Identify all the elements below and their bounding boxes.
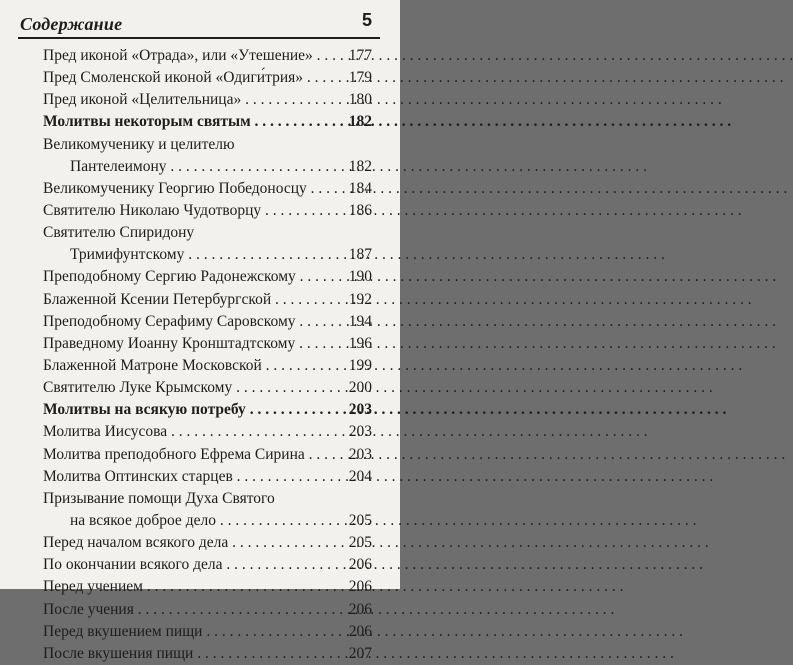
toc-entry-page: 206	[348, 556, 372, 574]
toc-entry-page: 207	[348, 644, 372, 662]
toc-entry-first-line	[43, 134, 372, 156]
toc-entry	[43, 311, 372, 333]
toc-entry-page: 200	[348, 379, 372, 397]
toc-entry-page: 192	[348, 290, 372, 308]
toc-entry	[43, 421, 372, 443]
header-rule	[18, 37, 380, 39]
toc-entry-first-line	[43, 488, 372, 510]
toc-entry	[43, 554, 372, 576]
toc-entry	[43, 377, 372, 399]
toc-entry-title: Преподобному Серафиму Саровскому . . .	[43, 311, 330, 333]
toc-entry-title: Молитва преподобного Ефрема Сирина . . .	[43, 444, 330, 466]
page-header	[18, 6, 380, 40]
toc-entry-title: Пантелеимону . . .	[70, 156, 330, 178]
toc-entry-title: Перед вкушением пищи . . .	[43, 621, 330, 643]
toc-entry-title: Святителю Луке Крымскому . . .	[43, 377, 330, 399]
toc-section-heading	[43, 399, 372, 421]
toc-entry-title: После вкушения пищи . . .	[43, 643, 330, 665]
toc-section-title: Молитвы некоторым святым . . .	[43, 111, 330, 133]
toc-entry-page: 190	[348, 268, 372, 286]
table-of-contents	[43, 45, 372, 665]
toc-entry	[43, 178, 372, 200]
toc-entry-title: Пред Смоленской иконой «Одиги́трия» . . .	[43, 67, 330, 89]
toc-entry	[43, 576, 372, 598]
toc-entry-page: 194	[348, 312, 372, 330]
toc-entry-page: 206	[348, 578, 372, 596]
toc-entry-page: 205	[348, 511, 372, 529]
toc-entry-title: Праведному Иоанну Кронштадтскому . . .	[43, 333, 330, 355]
toc-entry-title: на всякое доброе дело . . .	[70, 510, 330, 532]
toc-entry	[43, 244, 372, 266]
toc-entry	[43, 599, 372, 621]
toc-entry-page: 182	[348, 113, 372, 131]
toc-entry	[43, 156, 372, 178]
toc-entry-title: Пред иконой «Отрада», или «Утешение» . . .	[43, 45, 330, 67]
toc-entry	[43, 510, 372, 532]
toc-entry	[43, 532, 372, 554]
toc-entry-page: 205	[348, 534, 372, 552]
toc-section-title: Молитвы на всякую потребу . . .	[43, 399, 330, 421]
toc-entry-page: 182	[348, 157, 372, 175]
toc-entry-title-line1: Святителю Спиридону	[43, 224, 195, 242]
toc-entry	[43, 444, 372, 466]
toc-entry-page: 206	[348, 600, 372, 618]
toc-entry-page: 180	[348, 91, 372, 109]
page-number: 5	[361, 10, 372, 30]
toc-entry	[43, 289, 372, 311]
toc-entry-title: Перед началом всякого дела . . .	[43, 532, 330, 554]
toc-entry-title: Святителю Николаю Чудотворцу . . .	[43, 200, 330, 222]
toc-entry-page: 196	[348, 334, 372, 352]
toc-entry-title: Блаженной Ксении Петербургской . . .	[43, 289, 330, 311]
toc-entry-page: 199	[348, 356, 372, 374]
toc-entry-title: Молитва Иисусова . . .	[43, 421, 330, 443]
toc-entry	[43, 266, 372, 288]
running-title: Содержание	[20, 14, 123, 34]
toc-entry-title: Тримифунтскому . . .	[70, 244, 330, 266]
toc-entry-page: 206	[348, 622, 372, 640]
toc-entry-title: Молитва Оптинских старцев . . .	[43, 466, 330, 488]
toc-entry	[43, 355, 372, 377]
toc-entry	[43, 45, 372, 67]
toc-entry-title-line1: Призывание помощи Духа Святого	[43, 489, 275, 507]
toc-entry	[43, 621, 372, 643]
toc-entry-title-line1: Великомученику и целителю	[43, 135, 235, 153]
toc-entry-title: Блаженной Матроне Московской . . .	[43, 355, 330, 377]
toc-entry	[43, 200, 372, 222]
toc-entry	[43, 466, 372, 488]
toc-entry-page: 177	[348, 47, 372, 64]
toc-entry-page: 203	[348, 423, 372, 441]
toc-entry-title: Преподобному Сергию Радонежскому . . .	[43, 266, 330, 288]
toc-entry	[43, 643, 372, 665]
toc-entry-page: 186	[348, 201, 372, 219]
toc-entry-title: Перед учением . . .	[43, 576, 330, 598]
toc-entry-title: После учения . . .	[43, 599, 330, 621]
toc-entry-first-line	[43, 222, 372, 244]
toc-section-heading	[43, 111, 372, 133]
toc-entry-page: 187	[348, 246, 372, 264]
toc-entry	[43, 333, 372, 355]
toc-entry-page: 204	[348, 467, 372, 485]
toc-entry	[43, 67, 372, 89]
toc-entry-page: 203	[348, 445, 372, 463]
toc-entry	[43, 89, 372, 111]
toc-entry-page: 184	[348, 179, 372, 197]
toc-entry-page: 203	[348, 401, 372, 419]
toc-entry-title: Пред иконой «Целительница» . . .	[43, 89, 330, 111]
toc-entry-page: 179	[348, 69, 372, 87]
toc-entry-title: По окончании всякого дела . . .	[43, 554, 330, 576]
toc-entry-title: Великомученику Георгию Победоносцу . . .	[43, 178, 330, 200]
